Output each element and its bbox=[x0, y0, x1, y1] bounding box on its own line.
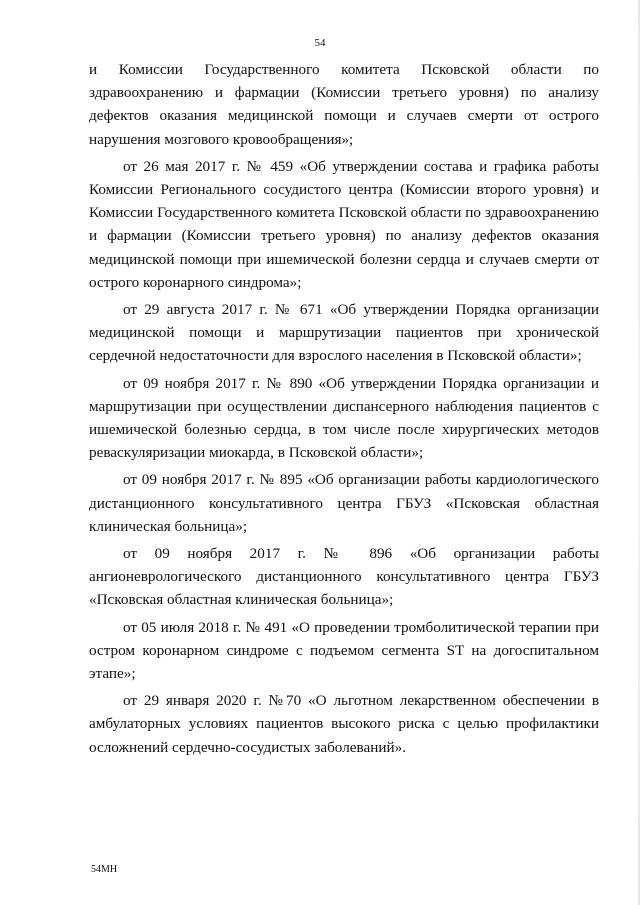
paragraph-continuation: и Комиссии Государственного комитета Псковской области по здравоохранению и фармации (Комиссии третьего уровня) по анализу дефектов оказания медицинской помощи и случаев смерти от острого нарушения мозгового кровообращения»; bbox=[89, 61, 599, 148]
page-number: 54 bbox=[314, 37, 326, 49]
paragraph-order-896: от 09 ноября 2017 г. № 896 «Об организации работы ангионеврологического дистанционного консультативного центра ГБУЗ «Псковская областная клиническая больница»; bbox=[89, 545, 599, 609]
footer-code: 54МН bbox=[91, 864, 118, 875]
paragraph-order-459: от 26 мая 2017 г. № 459 «Об утверждении состава и графика работы Комиссии Регионального сосудистого центра (Комиссии второго уровня) и Комиссии Государственного комитета Псковской области по здравоохранению и фармации (Комиссии третьего уровня) по анализу дефектов оказания медицинской помощи при ишемической болезни сердца и случаев смерти от острого коронарного синдрома»; bbox=[89, 157, 599, 291]
paragraph-order-890: от 09 ноября 2017 г. № 890 «Об утверждении Порядка организации и маршрутизации при осуществлении диспансерного наблюдения пациентов с ишемической болезнью сердца, в том числе после хирургических методов реваскуляризации миокарда, в Псковской области»; bbox=[89, 374, 599, 462]
paragraph-order-70: от 29 января 2020 г. №70 «О льготном лекарственном обеспечении в амбулаторных условиях пациентов высокого риска с целью профилактики осложнений сердечно-сосудистых заболеваний». bbox=[89, 692, 599, 756]
paragraph-order-895: от 09 ноября 2017 г. № 895 «Об организации работы кардиологического дистанционного консультативного центра ГБУЗ «Псковская областная клиническая больница»; bbox=[89, 471, 599, 535]
paragraph-order-671: от 29 августа 2017 г. № 671 «Об утверждении Порядка организации медицинской помощи и маршрутизации пациентов при хронической сердечной недостаточности для взрослого населения в Псковской области»; bbox=[89, 301, 599, 365]
document-body bbox=[89, 58, 599, 763]
paragraph-order-491: от 05 июля 2018 г. № 491 «О проведении тромболитической терапии при остром коронарном синдроме с подъемом сегмента ST на догоспитальном этапе»; bbox=[89, 618, 599, 683]
